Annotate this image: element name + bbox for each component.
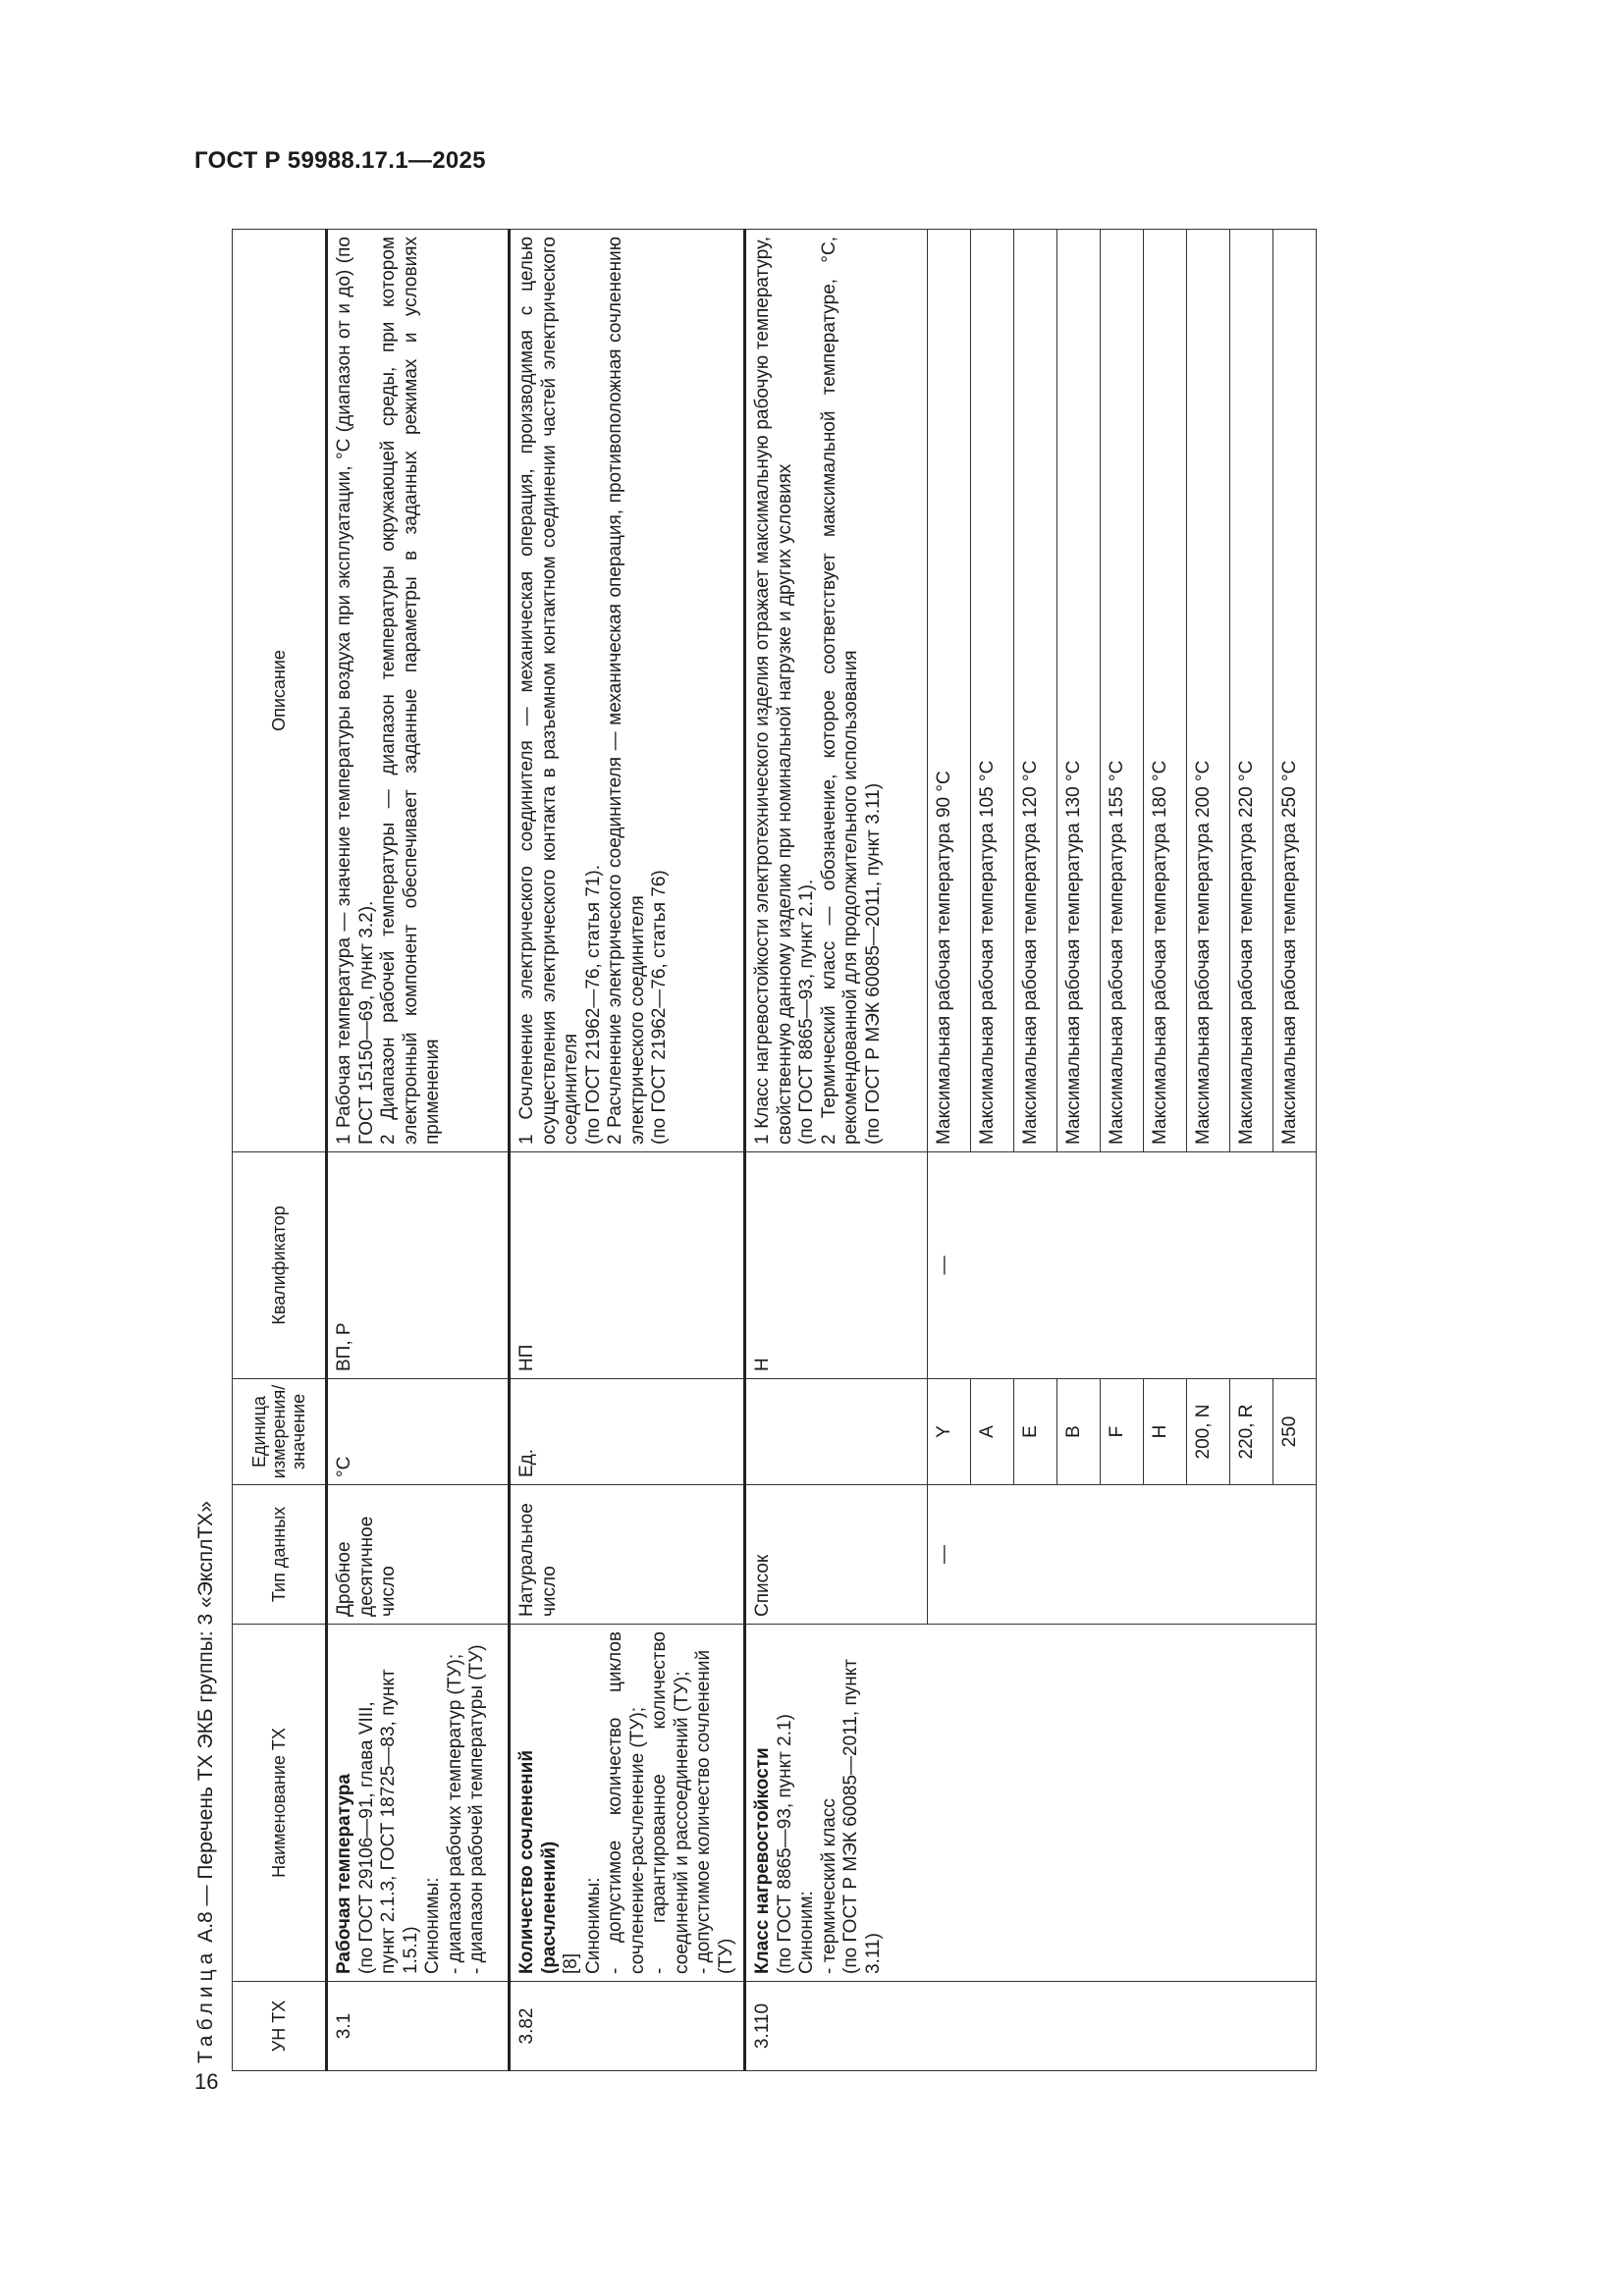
row-name-line: (по ГОСТ Р МЭК 60085—2011, пункт 3.11): [840, 1659, 884, 1974]
row-qualifier: Н: [745, 1152, 928, 1379]
row-description: 1 Класс нагревостойкости электротехнического изделия отражает максимальную рабочую температуру, свойственную данному изделию при номинальной нагрузке и других условиях (по ГОСТ 8865—93, пункт 2.1). 2 Термический класс — обозначение, которое соответствует максимальной температуре, °С, рекомендованной для продолжительного использования (по ГОСТ Р МЭК 60085—2011, пункт 3.11): [745, 230, 928, 1152]
table-header-row: [233, 230, 327, 2071]
row-type: Дробное десятичное число: [327, 1485, 510, 1625]
list-value: Y: [928, 1379, 971, 1485]
list-type-dash: —: [928, 1485, 1317, 1625]
row-name-line: - допустимое количество сочленений (ТУ): [693, 1649, 736, 1974]
row-unit: °С: [327, 1379, 510, 1485]
row-name-line: Синонимы:: [582, 1877, 604, 1974]
row-unit: [745, 1379, 928, 1485]
row-id: 3.82: [510, 1982, 745, 2071]
row-name-line: - допустимое количество циклов сочленение-расчленение (ТУ);: [605, 1631, 648, 1974]
page-number: 16: [194, 2069, 219, 2094]
row-id: 3.1: [327, 1982, 510, 2071]
row-type: Список: [745, 1485, 928, 1625]
row-name: Рабочая температура: [334, 1774, 354, 1974]
row-id: 3.110: [745, 1982, 1317, 2071]
list-description: Максимальная рабочая температура 220 °С: [1230, 230, 1273, 1152]
col-header-name: Наименование ТХ: [233, 1625, 327, 1982]
list-value: B: [1057, 1379, 1101, 1485]
row-name: Количество сочленений (расчленений): [516, 1749, 560, 1974]
row-name: Класс нагревостойкости: [752, 1747, 773, 1974]
row-name-line: - диапазон рабочей температуры (ТУ): [466, 1644, 487, 1974]
row-unit: Ед.: [510, 1379, 745, 1485]
table-caption-text: А.8 — Перечень ТХ ЭКБ группы: 3 «ЭксплТХ»: [194, 1501, 217, 1943]
table-caption-prefix: Таблица: [194, 1948, 217, 2063]
list-value: F: [1101, 1379, 1144, 1485]
row-name-line: - гарантированное количество соединений и рассоединений (ТУ);: [649, 1631, 692, 1974]
list-description: Максимальная рабочая температура 105 °С: [971, 230, 1014, 1152]
list-description: Максимальная рабочая температура 250 °С: [1273, 230, 1317, 1152]
row-name-line: (по ГОСТ 29106—91, глава VIII,: [355, 1701, 377, 1974]
row-name-cell: [510, 1625, 745, 1982]
table-row: [327, 230, 510, 2071]
row-name-line: - диапазон рабочих температур (ТУ);: [444, 1653, 465, 1974]
table-row: [745, 230, 928, 2071]
table-caption: [194, 1501, 218, 2063]
row-name-line: Синонимы:: [422, 1877, 443, 1974]
col-header-un: УН ТХ: [233, 1982, 327, 2071]
col-header-unit: Единица измерения/ значение: [233, 1379, 327, 1485]
list-qualifier-dash: —: [928, 1152, 1317, 1379]
tx-table: [232, 229, 1317, 2071]
row-name-cell: [745, 1625, 1317, 1982]
rotated-table-area: [194, 230, 1510, 2071]
row-name-line: Синоним:: [796, 1891, 817, 1974]
row-name-line: - термический класс: [818, 1798, 839, 1974]
standard-header: ГОСТ Р 59988.17.1—2025: [194, 147, 486, 174]
list-description: Максимальная рабочая температура 90 °С: [928, 230, 971, 1152]
row-type: Натуральное число: [510, 1485, 745, 1625]
col-header-type: Тип данных: [233, 1485, 327, 1625]
list-value: 220, R: [1230, 1379, 1273, 1485]
row-name-line: [8]: [561, 1952, 581, 1974]
row-name-cell: [327, 1625, 510, 1982]
row-qualifier: ВП, Р: [327, 1152, 510, 1379]
table-row: [510, 230, 745, 2071]
list-description: Максимальная рабочая температура 120 °С: [1014, 230, 1057, 1152]
row-description: 1 Сочленение электрического соединителя — механическая операция, производимая с целью осуществления электрического контакта в разъемном контактном соединении частей электрического соединителя (по ГОСТ 21962—76, статья 71). 2 Расчленение электрического соединителя — механическая операция, противоположная сочленению электрического соединителя (по ГОСТ 21962—76, статья 76): [510, 230, 745, 1152]
list-description: Максимальная рабочая температура 200 °С: [1187, 230, 1230, 1152]
row-name-line: (по ГОСТ 8865—93, пункт 2.1): [774, 1714, 795, 1974]
list-value: 200, N: [1187, 1379, 1230, 1485]
list-value: H: [1144, 1379, 1187, 1485]
row-name-line: пункт 2.1.3, ГОСТ 18725—83, пункт 1.5.1): [378, 1669, 421, 1974]
list-value: E: [1014, 1379, 1057, 1485]
list-value: A: [971, 1379, 1014, 1485]
list-description: Максимальная рабочая температура 180 °С: [1144, 230, 1187, 1152]
row-qualifier: НП: [510, 1152, 745, 1379]
list-description: Максимальная рабочая температура 155 °С: [1101, 230, 1144, 1152]
col-header-description: Описание: [233, 230, 327, 1152]
row-description: 1 Рабочая температура — значение температуры воздуха при эксплуатации, °С (диапазон от и до) (по ГОСТ 15150—69, пункт 3.2). 2 Диапазон рабочей температуры — диапазон температуры окружающей среды, при котором электронный компонент обеспечивает заданные параметры в заданных режимах и условиях применения: [327, 230, 510, 1152]
list-description: Максимальная рабочая температура 130 °С: [1057, 230, 1101, 1152]
list-value: 250: [1273, 1379, 1317, 1485]
col-header-qualifier: Квалификатор: [233, 1152, 327, 1379]
